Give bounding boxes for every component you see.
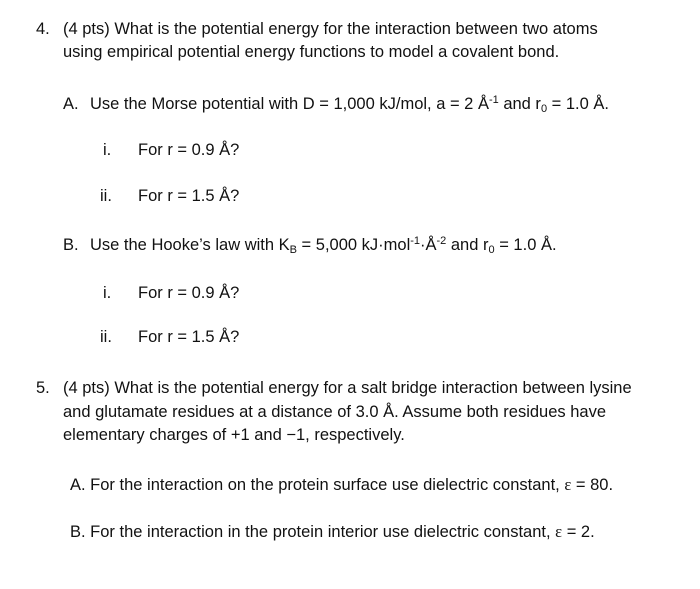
q5-text-line2: and glutamate residues at a distance of 3.0 Å. Assume both residues have <box>63 403 607 421</box>
q4-partA-label: A. <box>63 95 79 113</box>
q4-partB-item-i-label: i. <box>103 284 112 302</box>
q4-partB-item-i-text: For r = 0.9 Å? <box>138 284 240 302</box>
q5-partB-text: B. For the interaction in the protein interior use dielectric constant, ε = 2. <box>70 522 595 541</box>
q4-number: 4. <box>36 20 50 38</box>
q4-partB-label: B. <box>63 236 79 254</box>
q4-partB-text: Use the Hooke’s law with $K_B = 5,000$ $kJ\cdot mol^{-1}\cdot Å^{-2}$ and $r_0 = 1.0$ Å. <box>90 235 557 256</box>
q5-partA-text: A. For the interaction on the protein surface use dielectric constant, ε = 80. <box>70 475 614 494</box>
q4-partA-text: Use the Morse potential with D = 1,000 kJ/mol, a = 2 $Å^{-1}$ and $r_0 = 1.0$ Å. <box>90 94 609 115</box>
q4-partA-item-ii-text: For r = 1.5 Å? <box>138 187 240 205</box>
q4-partB-item-ii-label: ii. <box>100 328 112 346</box>
q5-text-line1: (4 pts) What is the potential energy for a salt bridge interaction between lysine <box>63 379 632 397</box>
q4-text-line2: using empirical potential energy functions to model a covalent bond. <box>63 43 560 61</box>
q4-partA-item-i-label: i. <box>103 141 112 159</box>
q4-partB-item-ii-text: For r = 1.5 Å? <box>138 328 240 346</box>
q4-partA-item-i-text: For r = 0.9 Å? <box>138 141 240 159</box>
q4-partA-item-ii-label: ii. <box>100 187 112 205</box>
q5-number: 5. <box>36 379 50 397</box>
q4-text-line1: (4 pts) What is the potential energy for the interaction between two atoms <box>63 20 598 38</box>
q5-text-line3: elementary charges of +1 and −1, respectively. <box>63 426 405 444</box>
